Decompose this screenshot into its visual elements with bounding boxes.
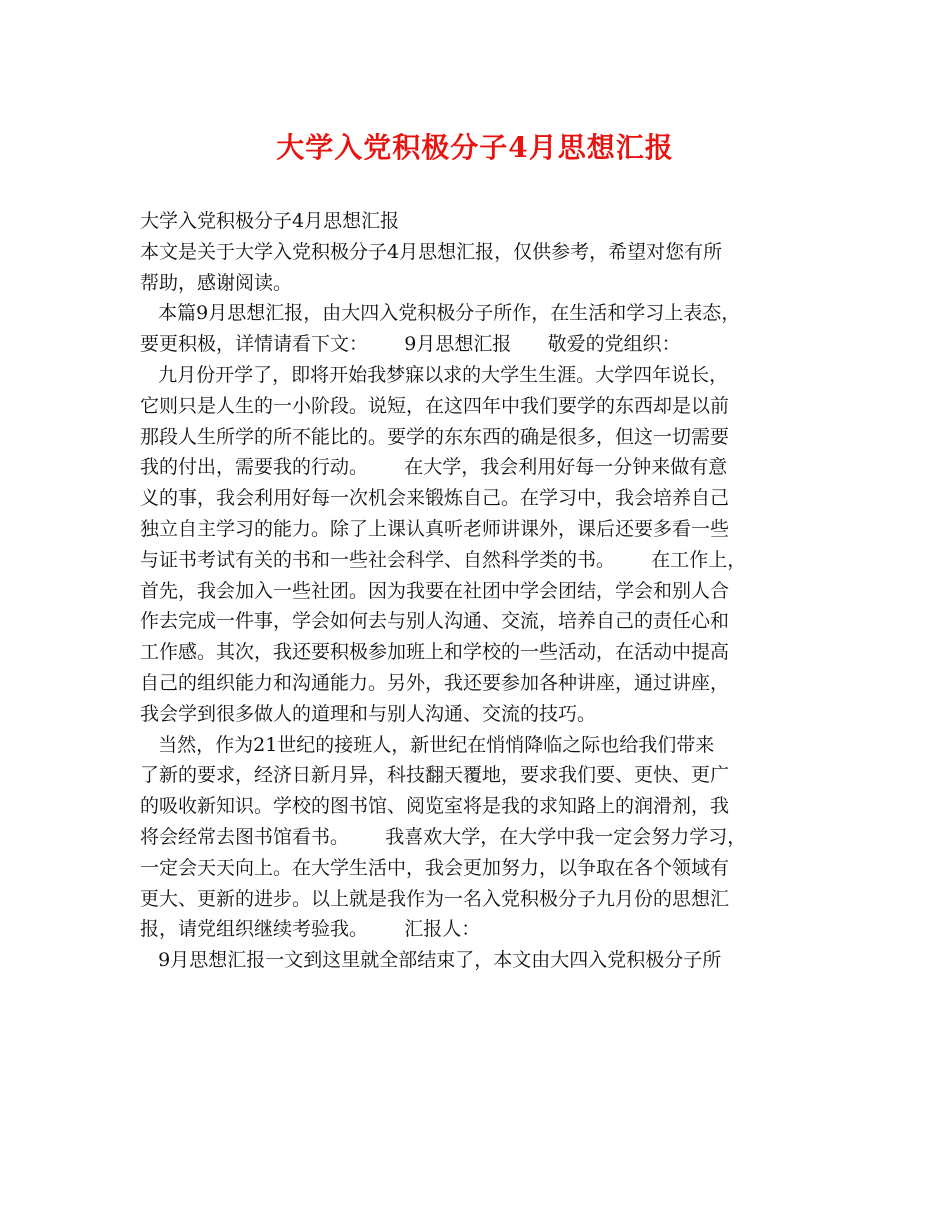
text-line: 本篇9月思想汇报，由大四入党积极分子所作，在生活和学习上表态，	[140, 302, 741, 325]
text-line: 我会学到很多做人的道理和与别人沟通、交流的技巧。	[140, 702, 597, 725]
text-line: 更大、更新的进步。以上就是我作为一名入党积极分子九月份的思想汇	[140, 887, 730, 910]
document-body	[140, 206, 820, 976]
text-line: 要更积极，详情请看下文： 9月思想汇报 敬爱的党组织：	[140, 333, 681, 356]
text-line: 报，请党组织继续考验我。 汇报人：	[140, 918, 481, 941]
text-line: 大学入党积极分子4月思想汇报	[140, 210, 400, 232]
text-line: 当然，作为21世纪的接班人，新世纪在悄悄降临之际也给我们带来	[140, 733, 715, 756]
text-line: 帮助，感谢阅读。	[140, 271, 293, 294]
text-line: 了新的要求，经济日新月异，科技翻天覆地，要求我们要、更快、更广	[140, 764, 730, 787]
text-line: 本文是关于大学入党积极分子4月思想汇报，仅供参考，希望对您有所	[140, 240, 723, 263]
text-line: 一定会天天向上。在大学生活中，我会更加努力，以争取在各个领域有	[140, 856, 730, 879]
text-line: 它则只是人生的一小阶段。说短，在这四年中我们要学的东西却是以前	[140, 394, 730, 417]
text-line: 义的事，我会利用好每一次机会来锻炼自己。在学习中，我会培养自己	[140, 487, 730, 510]
text-line: 首先，我会加入一些社团。因为我要在社团中学会团结，学会和别人合	[140, 579, 730, 602]
text-line: 自己的组织能力和沟通能力。另外，我还要参加各种讲座，通过讲座，	[140, 671, 730, 694]
text-line: 那段人生所学的所不能比的。要学的东东西的确是很多，但这一切需要	[140, 425, 730, 448]
text-line: 独立自主学习的能力。除了上课认真听老师讲课外，课后还要多看一些	[140, 517, 730, 540]
text-line: 的吸收新知识。学校的图书馆、阅览室将是我的求知路上的润滑剂，我	[140, 795, 730, 818]
text-line: 工作感。其次，我还要积极参加班上和学校的一些活动，在活动中提高	[140, 641, 730, 664]
text-line: 九月份开学了，即将开始我梦寐以求的大学生生涯。大学四年说长，	[140, 363, 729, 386]
document-title: 大学入党积极分子4月思想汇报	[276, 131, 674, 164]
text-line: 9月思想汇报一文到这里就全部结束了，本文由大四入党积极分子所	[140, 949, 722, 972]
text-line: 我的付出，需要我的行动。 在大学，我会利用好每一分钟来做有意	[140, 456, 728, 479]
text-line: 作去完成一件事，学会如何去与别人沟通、交流，培养自己的责任心和	[140, 610, 730, 633]
text-line: 将会经常去图书馆看书。 我喜欢大学，在大学中我一定会努力学习，	[140, 825, 747, 848]
text-line: 与证书考试有关的书和一些社会科学、自然科学类的书。 在工作上，	[140, 548, 747, 571]
